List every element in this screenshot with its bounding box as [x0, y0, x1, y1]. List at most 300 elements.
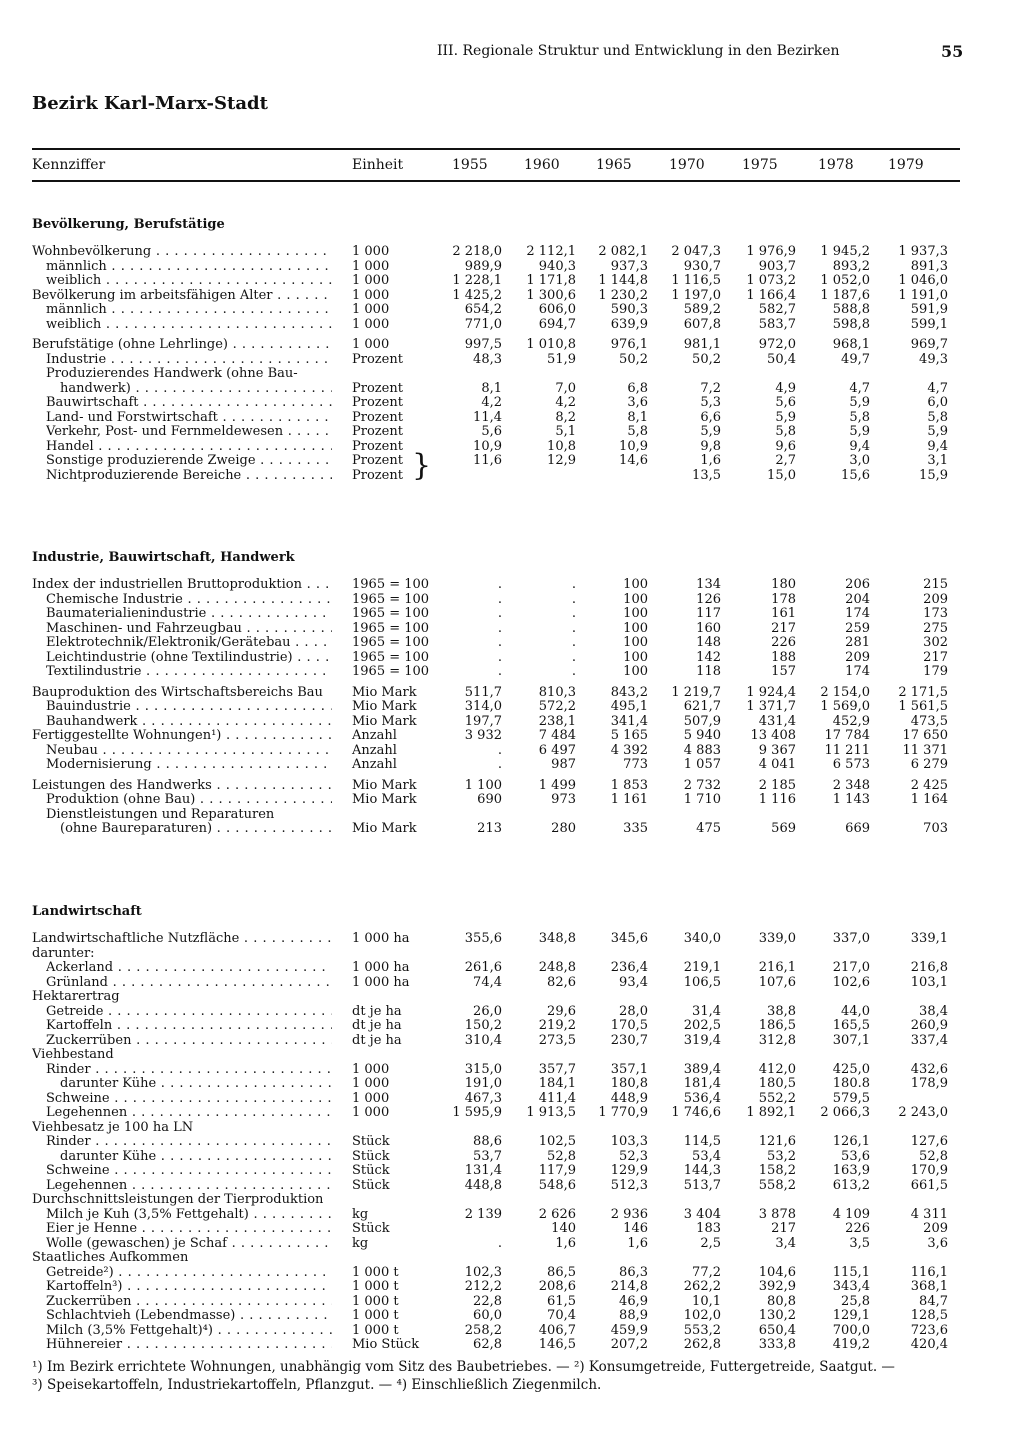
- row-label: Staatliches Aufkommen: [32, 1251, 189, 1265]
- value-cell: 893,2: [832, 258, 870, 274]
- value-cell: 579,5: [832, 1090, 870, 1106]
- value-cell: 52,8: [919, 1148, 948, 1164]
- value-cell: 1 371,7: [746, 699, 796, 714]
- row-unit: 1 000: [352, 244, 390, 259]
- value-cell: 11 371: [902, 742, 948, 758]
- table-row: [0, 578, 1024, 593]
- row-label: Fertiggestellte Wohnungen¹) . . .: [32, 729, 332, 744]
- row-label: Schlachtvieh (Lebendmasse) . . .: [46, 1309, 332, 1324]
- row-label: Wohnbevölkerung . . .: [32, 245, 332, 260]
- value-cell: 197,7: [464, 713, 502, 729]
- row-label: (ohne Baureparaturen) . . .: [60, 822, 332, 837]
- year-column-header: 1975: [742, 157, 778, 173]
- value-cell: 1 197,0: [671, 287, 721, 303]
- table-row: [0, 382, 1024, 397]
- row-label: Schweine . . .: [46, 1092, 332, 1107]
- row-unit: 1 000 t: [352, 1308, 399, 1323]
- row-unit: 1 000 ha: [352, 960, 410, 975]
- value-cell: 1 945,2: [820, 244, 870, 259]
- value-cell: 38,8: [767, 1003, 796, 1019]
- table-row: [0, 260, 1024, 275]
- row-unit: 1 000 ha: [352, 974, 410, 990]
- value-cell: 1 924,4: [746, 684, 796, 700]
- table-row: [0, 1092, 1024, 1107]
- value-cell: .: [571, 664, 576, 679]
- value-cell: 930,7: [683, 258, 721, 274]
- value-cell: 204: [845, 591, 870, 607]
- value-cell: 339,1: [910, 931, 948, 946]
- row-label: Landwirtschaftliche Nutzfläche . . .: [32, 932, 332, 947]
- table-row: [0, 729, 1024, 744]
- row-label: Leichtindustrie (ohne Textilindustrie) . . .: [46, 651, 332, 666]
- value-cell: 50,2: [619, 351, 648, 367]
- value-cell: 178,9: [910, 1076, 948, 1091]
- table-row: [0, 1106, 1024, 1121]
- value-cell: 146,5: [538, 1337, 576, 1352]
- year-column-header: 1978: [818, 157, 854, 173]
- value-cell: 1 144,8: [598, 273, 648, 288]
- table-row: [0, 700, 1024, 715]
- value-cell: 6 279: [910, 757, 948, 772]
- table-row: [0, 274, 1024, 289]
- table-row: [0, 1237, 1024, 1252]
- value-cell: 46,9: [619, 1293, 648, 1309]
- row-unit: Stück: [352, 1221, 390, 1236]
- value-cell: 2 626: [538, 1206, 576, 1222]
- row-label: Berufstätige (ohne Lehrlinge) . . .: [32, 338, 332, 353]
- row-unit: Mio Mark: [352, 713, 417, 729]
- row-label: Viehbestand: [32, 1048, 114, 1062]
- value-cell: 230,7: [610, 1032, 648, 1048]
- table-row: [0, 367, 1024, 382]
- value-cell: 186,5: [758, 1018, 796, 1033]
- value-cell: 368,1: [910, 1279, 948, 1294]
- value-cell: 126,1: [832, 1134, 870, 1149]
- value-cell: 4 311: [910, 1206, 948, 1222]
- table-row: [0, 822, 1024, 837]
- value-cell: 452,9: [832, 713, 870, 729]
- table-row: [0, 396, 1024, 411]
- value-cell: 5,9: [849, 424, 870, 439]
- value-cell: 1 937,3: [898, 244, 948, 259]
- value-cell: 1 228,1: [452, 273, 502, 288]
- row-unit: 1965 = 100: [352, 591, 430, 607]
- value-cell: 5,1: [555, 424, 576, 439]
- table-top-rule: [32, 148, 960, 150]
- year-column-header: 1979: [888, 157, 924, 173]
- row-unit: Stück: [352, 1163, 390, 1178]
- value-cell: 1 710: [683, 792, 721, 807]
- row-unit: 1 000: [352, 1061, 390, 1077]
- value-cell: 26,0: [473, 1003, 502, 1019]
- value-cell: 6 497: [538, 742, 576, 758]
- value-cell: 588,8: [832, 302, 870, 317]
- value-cell: 5,9: [700, 424, 721, 439]
- value-cell: 10,9: [473, 438, 502, 454]
- value-cell: 100: [623, 577, 648, 592]
- value-cell: 183: [696, 1221, 721, 1236]
- value-cell: 8,1: [627, 409, 648, 425]
- value-cell: 411,4: [538, 1090, 576, 1106]
- value-cell: 3 878: [758, 1206, 796, 1222]
- row-label: Handel . . .: [46, 440, 332, 455]
- value-cell: 937,3: [610, 258, 648, 274]
- value-cell: 337,0: [832, 931, 870, 946]
- value-cell: 4,7: [849, 380, 870, 396]
- table-row: [0, 1063, 1024, 1078]
- value-cell: 206: [845, 577, 870, 592]
- value-cell: 102,3: [464, 1264, 502, 1280]
- value-cell: 2 139: [464, 1206, 502, 1222]
- row-label: Legehennen . . .: [46, 1179, 332, 1194]
- value-cell: 302: [923, 635, 948, 650]
- row-unit: kg: [352, 1206, 369, 1222]
- value-cell: 173: [923, 606, 948, 621]
- value-cell: 5,8: [627, 424, 648, 439]
- table-header-row: [0, 157, 1024, 177]
- value-cell: 5,8: [849, 409, 870, 425]
- table-row: [0, 607, 1024, 622]
- value-cell: 843,2: [610, 684, 648, 700]
- value-cell: .: [571, 606, 576, 621]
- value-cell: 219,2: [538, 1018, 576, 1033]
- section-heading-agriculture: Landwirtschaft: [32, 904, 142, 919]
- value-cell: .: [571, 620, 576, 636]
- value-cell: 389,4: [683, 1061, 721, 1077]
- value-cell: 144,3: [683, 1163, 721, 1178]
- value-cell: 406,7: [538, 1322, 576, 1338]
- value-cell: 2 066,3: [820, 1105, 870, 1120]
- value-cell: 209: [923, 591, 948, 607]
- value-cell: 191,0: [464, 1076, 502, 1091]
- value-cell: 209: [923, 1221, 948, 1236]
- row-label: weiblich . . .: [46, 274, 332, 289]
- row-unit: Mio Mark: [352, 684, 417, 700]
- value-cell: 315,0: [464, 1061, 502, 1077]
- value-cell: 690: [477, 792, 502, 807]
- value-cell: 5,8: [775, 424, 796, 439]
- value-cell: 82,6: [547, 974, 576, 990]
- row-unit: 1 000: [352, 258, 390, 274]
- indicator-column-header: Kennziffer: [32, 157, 106, 173]
- value-cell: 9,6: [775, 438, 796, 454]
- row-unit: Mio Mark: [352, 777, 417, 793]
- value-cell: 773: [623, 757, 648, 772]
- row-label: Eier je Henne . . .: [46, 1222, 332, 1237]
- value-cell: 259: [845, 620, 870, 636]
- table-row: [0, 289, 1024, 304]
- row-label: Hektarertrag: [32, 990, 120, 1004]
- value-cell: 213: [477, 821, 502, 836]
- value-cell: 248,8: [538, 960, 576, 975]
- table-row: [0, 1266, 1024, 1281]
- value-cell: 5,6: [775, 395, 796, 410]
- value-cell: 6,6: [700, 409, 721, 425]
- value-cell: 88,6: [473, 1134, 502, 1149]
- value-cell: 208,6: [538, 1279, 576, 1294]
- value-cell: 2 732: [683, 777, 721, 793]
- row-label: Sonstige produzierende Zweige . . .: [46, 454, 332, 469]
- value-cell: 117,9: [538, 1163, 576, 1178]
- row-label: Grünland . . .: [46, 976, 332, 991]
- value-cell: 512,3: [610, 1177, 648, 1193]
- row-unit: Prozent: [352, 380, 403, 396]
- value-cell: .: [497, 606, 502, 621]
- value-cell: 93,4: [619, 974, 648, 990]
- row-unit: 1 000 ha: [352, 931, 410, 946]
- value-cell: 1 143: [832, 792, 870, 807]
- value-cell: 810,3: [538, 684, 576, 700]
- table-row: [0, 1005, 1024, 1020]
- row-unit: dt je ha: [352, 1003, 402, 1019]
- row-unit: 1 000 t: [352, 1322, 399, 1338]
- table-row: [0, 976, 1024, 991]
- table-row: [0, 947, 1024, 962]
- row-unit: 1 000 t: [352, 1293, 399, 1309]
- row-label: Maschinen- und Fahrzeugbau . . .: [46, 622, 332, 637]
- value-cell: 165,5: [832, 1018, 870, 1033]
- value-cell: 180,8: [610, 1076, 648, 1091]
- value-cell: 467,3: [464, 1090, 502, 1106]
- value-cell: 997,5: [464, 337, 502, 352]
- table-row: [0, 990, 1024, 1005]
- table-row: [0, 1179, 1024, 1194]
- value-cell: 1,6: [555, 1235, 576, 1251]
- table-row: [0, 1280, 1024, 1295]
- value-cell: 174: [845, 664, 870, 679]
- row-unit: Mio Stück: [352, 1337, 420, 1352]
- value-cell: 114,5: [683, 1134, 721, 1149]
- value-cell: 11 211: [824, 742, 870, 758]
- value-cell: 989,9: [464, 258, 502, 274]
- value-cell: 102,6: [832, 974, 870, 990]
- row-unit: Prozent: [352, 438, 403, 454]
- row-label: Baumaterialienindustrie . . .: [46, 607, 332, 622]
- value-cell: 281: [845, 635, 870, 650]
- value-cell: 3,6: [627, 395, 648, 410]
- row-label: Neubau . . .: [46, 744, 332, 759]
- value-cell: 1 116,5: [671, 273, 721, 288]
- value-cell: 2 936: [610, 1206, 648, 1222]
- value-cell: 161: [771, 606, 796, 621]
- value-cell: 495,1: [610, 699, 648, 714]
- value-cell: 17 784: [824, 728, 870, 743]
- value-cell: .: [571, 635, 576, 650]
- table-row: [0, 744, 1024, 759]
- brace-mark: }: [412, 448, 432, 483]
- value-cell: 207,2: [610, 1337, 648, 1352]
- value-cell: 392,9: [758, 1279, 796, 1294]
- value-cell: 558,2: [758, 1177, 796, 1193]
- value-cell: 188: [771, 649, 796, 665]
- row-unit: 1965 = 100: [352, 606, 430, 621]
- value-cell: 174: [845, 606, 870, 621]
- row-unit: Mio Mark: [352, 821, 417, 836]
- value-cell: 1 561,5: [898, 699, 948, 714]
- value-cell: 260,9: [910, 1018, 948, 1033]
- value-cell: 9,8: [700, 438, 721, 454]
- industry-table-body: [0, 578, 1024, 837]
- value-cell: 3 404: [683, 1206, 721, 1222]
- value-cell: 431,4: [758, 713, 796, 729]
- value-cell: 1 057: [683, 757, 721, 772]
- row-unit: Prozent: [352, 424, 403, 439]
- value-cell: 262,8: [683, 1337, 721, 1352]
- row-unit: Anzahl: [352, 728, 397, 743]
- value-cell: 100: [623, 649, 648, 665]
- table-row: [0, 636, 1024, 651]
- value-cell: 106,5: [683, 974, 721, 990]
- row-unit: 1 000: [352, 1105, 390, 1120]
- value-cell: 5,9: [927, 424, 948, 439]
- table-row: [0, 1019, 1024, 1034]
- value-cell: 273,5: [538, 1032, 576, 1048]
- value-cell: 14,6: [619, 453, 648, 468]
- value-cell: 150,2: [464, 1018, 502, 1033]
- value-cell: 569: [771, 821, 796, 836]
- value-cell: 2,7: [775, 453, 796, 468]
- value-cell: 127,6: [910, 1134, 948, 1149]
- value-cell: 3,0: [849, 453, 870, 468]
- value-cell: 5,6: [481, 424, 502, 439]
- value-cell: 212,2: [464, 1279, 502, 1294]
- value-cell: 4,7: [927, 380, 948, 396]
- table-row: [0, 318, 1024, 333]
- value-cell: 2 154,0: [820, 684, 870, 700]
- table-row: [0, 1077, 1024, 1092]
- value-cell: 473,5: [910, 713, 948, 729]
- value-cell: 29,6: [547, 1003, 576, 1019]
- value-cell: 981,1: [683, 337, 721, 352]
- value-cell: 341,4: [610, 713, 648, 729]
- row-unit: 1 000: [352, 316, 390, 332]
- value-cell: 553,2: [683, 1322, 721, 1338]
- value-cell: 275: [923, 620, 948, 636]
- value-cell: 217: [923, 649, 948, 665]
- table-row: [0, 686, 1024, 701]
- table-row: [0, 425, 1024, 440]
- value-cell: 102,0: [683, 1308, 721, 1323]
- value-cell: 448,9: [610, 1090, 648, 1106]
- running-head: III. Regionale Struktur und Entwicklung in den Bezirken: [437, 43, 840, 59]
- value-cell: 116,1: [910, 1264, 948, 1280]
- row-label: Durchschnittsleistungen der Tierproduktion: [32, 1193, 324, 1207]
- value-cell: 84,7: [919, 1293, 948, 1309]
- row-label: Produzierendes Handwerk (ohne Bau-: [46, 367, 298, 381]
- row-label: Modernisierung . . .: [46, 758, 332, 773]
- value-cell: 131,4: [464, 1163, 502, 1178]
- row-unit: Stück: [352, 1177, 390, 1193]
- value-cell: 226: [771, 635, 796, 650]
- row-label: Zuckerrüben . . .: [46, 1295, 332, 1310]
- value-cell: 1 770,9: [598, 1105, 648, 1120]
- value-cell: 140: [551, 1221, 576, 1236]
- value-cell: 22,8: [473, 1293, 502, 1309]
- value-cell: .: [497, 757, 502, 772]
- value-cell: 1 595,9: [452, 1105, 502, 1120]
- unit-column-header: Einheit: [352, 157, 404, 173]
- value-cell: 606,0: [538, 302, 576, 317]
- value-cell: 343,4: [832, 1279, 870, 1294]
- row-unit: Mio Mark: [352, 699, 417, 714]
- value-cell: 10,1: [692, 1293, 721, 1309]
- value-cell: 217: [771, 1221, 796, 1236]
- row-label: Kartoffeln . . .: [46, 1019, 332, 1034]
- value-cell: 507,9: [683, 713, 721, 729]
- value-cell: 17 650: [902, 728, 948, 743]
- table-row: [0, 665, 1024, 680]
- value-cell: 5,9: [775, 409, 796, 425]
- row-label: Wolle (gewaschen) je Schaf . . .: [46, 1237, 332, 1252]
- table-row: [0, 353, 1024, 368]
- value-cell: 8,1: [481, 380, 502, 396]
- value-cell: 236,4: [610, 960, 648, 975]
- value-cell: 4,9: [775, 380, 796, 396]
- value-cell: 968,1: [832, 337, 870, 352]
- value-cell: 969,7: [910, 337, 948, 352]
- table-row: [0, 303, 1024, 318]
- value-cell: 314,0: [464, 699, 502, 714]
- value-cell: 1 425,2: [452, 287, 502, 303]
- value-cell: 2 112,1: [526, 244, 576, 259]
- row-label: weiblich . . .: [46, 318, 332, 333]
- value-cell: 432,6: [910, 1061, 948, 1077]
- value-cell: 613,2: [832, 1177, 870, 1193]
- table-row: [0, 651, 1024, 666]
- value-cell: 973: [551, 792, 576, 807]
- footnote-line: ¹) Im Bezirk errichtete Wohnungen, unabhängig vom Sitz des Baubetriebes. — ²) Konsumgetreide, Futtergetreide, Saatgut. —: [32, 1359, 895, 1375]
- row-unit: Stück: [352, 1148, 390, 1164]
- value-cell: 15,6: [841, 467, 870, 483]
- table-row: [0, 779, 1024, 794]
- row-label: Getreide . . .: [46, 1005, 332, 1020]
- value-cell: 703: [923, 821, 948, 836]
- year-column-header: 1955: [452, 157, 488, 173]
- table-row: [0, 593, 1024, 608]
- value-cell: 50,4: [767, 351, 796, 367]
- value-cell: 11,6: [473, 453, 502, 468]
- value-cell: 700,0: [832, 1322, 870, 1338]
- table-row: [0, 1208, 1024, 1223]
- row-label: Produktion (ohne Bau) . . .: [46, 793, 332, 808]
- table-row: [0, 715, 1024, 730]
- value-cell: .: [571, 591, 576, 607]
- value-cell: .: [497, 1235, 502, 1251]
- table-row: [0, 1309, 1024, 1324]
- value-cell: 583,7: [758, 316, 796, 332]
- value-cell: 591,9: [910, 302, 948, 317]
- section-heading-industry: Industrie, Bauwirtschaft, Handwerk: [32, 550, 295, 565]
- value-cell: 160: [696, 620, 721, 636]
- value-cell: 103,3: [610, 1134, 648, 1149]
- value-cell: 180: [771, 577, 796, 592]
- value-cell: 3,5: [849, 1235, 870, 1251]
- value-cell: 103,1: [910, 974, 948, 990]
- value-cell: 3,1: [927, 453, 948, 468]
- district-title: Bezirk Karl-Marx-Stadt: [32, 93, 268, 114]
- value-cell: 650,4: [758, 1322, 796, 1338]
- value-cell: 5,3: [700, 395, 721, 410]
- row-label: Industrie . . .: [46, 353, 332, 368]
- value-cell: 25,8: [841, 1293, 870, 1309]
- value-cell: 2 348: [832, 777, 870, 793]
- value-cell: 312,8: [758, 1032, 796, 1048]
- value-cell: 1 187,6: [820, 287, 870, 303]
- row-unit: Anzahl: [352, 742, 397, 758]
- value-cell: 8,2: [555, 409, 576, 425]
- value-cell: 9 367: [758, 742, 796, 758]
- row-unit: Prozent: [352, 453, 403, 468]
